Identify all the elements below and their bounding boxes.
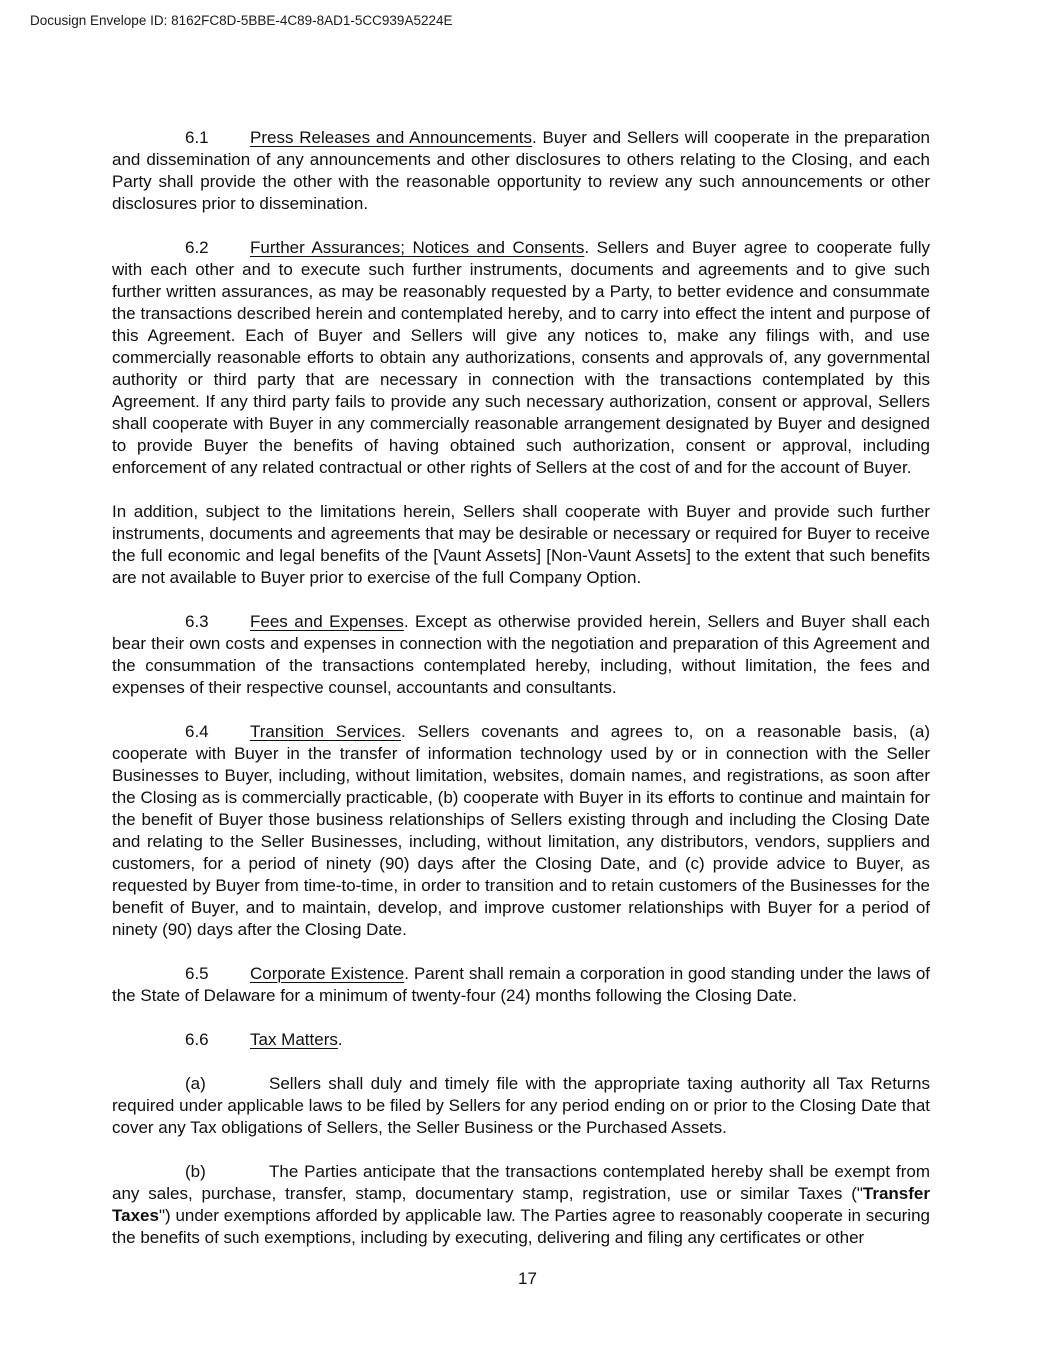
paragraph-section-6-3 [112, 611, 930, 699]
paragraph-text: . Parent shall remain a corporation in good standing under the laws of the State of Delaware for a minimum of twenty-four (24) months following the Closing Date. [112, 964, 930, 1005]
section-number: 6.4 [185, 722, 209, 741]
section-title: Tax Matters [250, 1030, 338, 1049]
section-title: Press Releases and Announcements [250, 128, 533, 147]
paragraph-text: The Parties anticipate that the transactions contemplated hereby shall be exempt from any sales, purchase, transfer, stamp, documentary stamp, registration, use or similar Taxes (" [112, 1162, 930, 1203]
docusign-envelope-id: Docusign Envelope ID: 8162FC8D-5BBE-4C89-8AD1-5CC939A5224E [30, 13, 453, 28]
paragraph-text: In addition, subject to the limitations herein, Sellers shall cooperate with Buyer and provide such further instruments, documents and agreements that may be desirable or necessary or required for Buyer to receive the full economic and legal benefits of the [Vaunt Assets] [Non-Vaunt Assets] to the extent that such benefits are not available to Buyer prior to exercise of the full Company Option. [112, 502, 930, 587]
subsection-letter: (a) [185, 1074, 206, 1093]
section-title: Transition Services [250, 722, 401, 741]
paragraph-text: . Buyer and Sellers will cooperate in the preparation and dissemination of any announcements and other disclosures to others relating to the Closing, and each Party shall provide the other with the reasonable opportunity to review any such announcements or other disclosures prior to dissemination. [112, 128, 930, 213]
paragraph-section-6-5 [112, 963, 930, 1007]
paragraph-section-6-4 [112, 721, 930, 941]
section-number: 6.5 [185, 964, 209, 983]
document-body [112, 127, 930, 1271]
defined-term-transfer-taxes: Transfer Taxes [112, 1184, 930, 1225]
paragraph-section-6-6 [112, 1029, 930, 1051]
section-title: Fees and Expenses [250, 612, 404, 631]
section-title: Further Assurances; Notices and Consents [250, 238, 585, 257]
paragraph-text: . Except as otherwise provided herein, Sellers and Buyer shall each bear their own costs and expenses in connection with the negotiation and preparation of this Agreement and the consummation of the transactions contemplated hereby, including, without limitation, the fees and expenses of their respective counsel, accountants and consultants. [112, 612, 931, 697]
paragraph-text: Sellers shall duly and timely file with the appropriate taxing authority all Tax Returns required under applicable laws to be filed by Sellers for any period ending on or prior to the Closing Date that cover any Tax obligations of Sellers, the Seller Business or the Purchased Assets. [112, 1074, 930, 1137]
page-number: 17 [518, 1269, 537, 1288]
paragraph-text: ") under exemptions afforded by applicable law. The Parties agree to reasonably cooperate in securing the benefits of such exemptions, including by executing, delivering and filing any certificates or other [112, 1206, 930, 1247]
section-number: 6.6 [185, 1030, 209, 1049]
paragraph-subsection-b [112, 1161, 930, 1249]
paragraph-text: . [337, 1030, 343, 1049]
paragraph-text: . Sellers covenants and agrees to, on a reasonable basis, (a) cooperate with Buyer in the transfer of information technology used by or in connection with the Seller Businesses to Buyer, including, without limitation, websites, domain names, and registrations, as soon after the Closing as is commercially practicable, (b) cooperate with Buyer in its efforts to continue and maintain for the benefit of Buyer those business relationships of Sellers existing through and including the Closing Date and relating to the Seller Businesses, including, without limitation, any distributors, vendors, suppliers and customers, for a period of ninety (90) days after the Closing Date, and (c) provide advice to Buyer, as requested by Buyer from time-to-time, in order to transition and to retain customers of the Businesses for the benefit of Buyer, and to maintain, develop, and improve customer relationships with Buyer for a period of ninety (90) days after the Closing Date. [112, 722, 931, 939]
subsection-letter: (b) [185, 1162, 206, 1181]
section-title: Corporate Existence [250, 964, 405, 983]
paragraph-in-addition [112, 501, 930, 589]
paragraph-text: . Sellers and Buyer agree to cooperate fully with each other and to execute such further instruments, documents and agreements and to give such further written assurances, as may be reasonably requested by a Party, to better evidence and consummate the transactions described herein and contemplated hereby, and to carry into effect the intent and purpose of this Agreement. Each of Buyer and Sellers will give any notices to, make any filings with, and use commercially reasonable efforts to obtain any authorizations, consents and approvals of, any governmental authority or third party that are necessary in connection with the transactions contemplated by this Agreement. If any third party fails to provide any such necessary authorization, consent or approval, Sellers shall cooperate with Buyer in any commercially reasonable arrangement designated by Buyer and designed to provide Buyer the benefits of having obtained such authorization, consent or approval, including enforcement of any related contractual or other rights of Sellers at the cost of and for the account of Buyer. [112, 238, 930, 477]
paragraph-subsection-a [112, 1073, 930, 1139]
section-number: 6.1 [185, 128, 209, 147]
section-number: 6.3 [185, 612, 209, 631]
section-number: 6.2 [185, 238, 209, 257]
paragraph-section-6-2 [112, 237, 930, 479]
paragraph-section-6-1 [112, 127, 930, 215]
